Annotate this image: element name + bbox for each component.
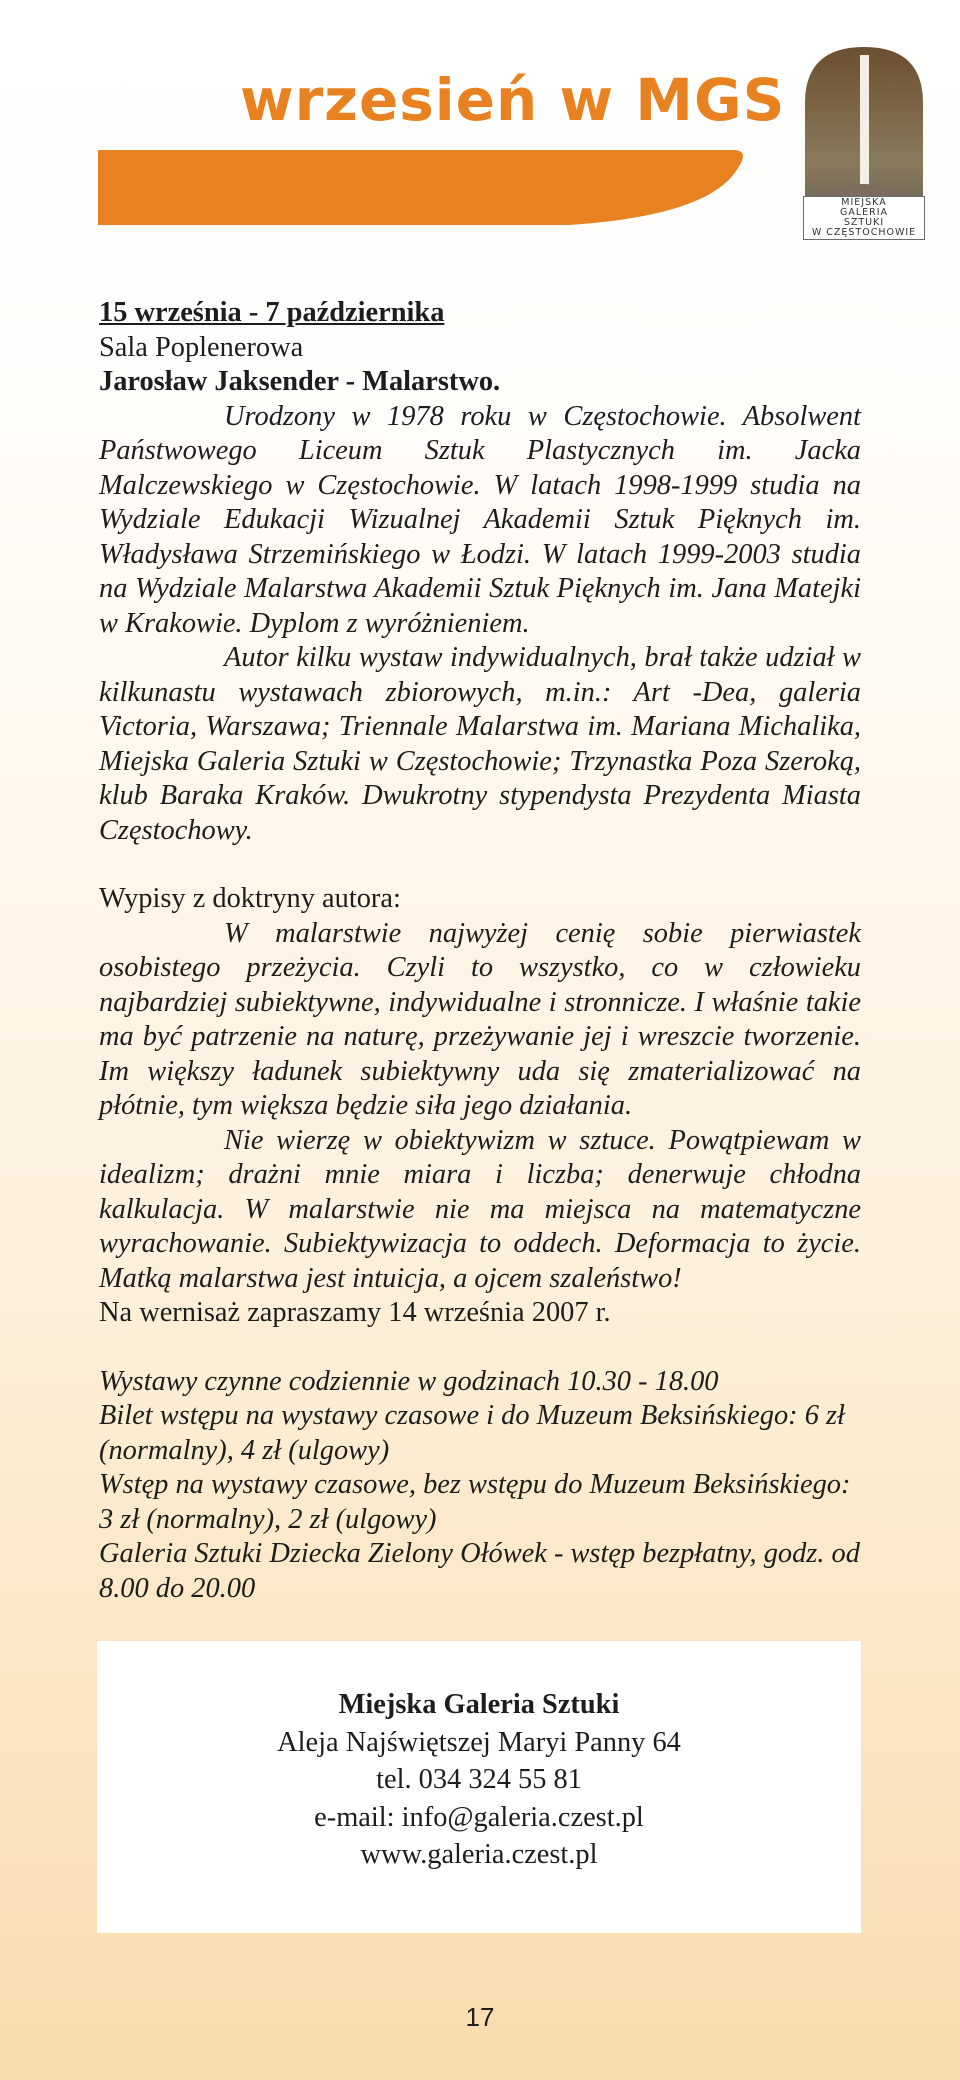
- header-swoosh-bar: [98, 150, 743, 225]
- logo-caption-line: MIEJSKA: [841, 197, 887, 208]
- doctrine-heading: Wypisy z doktryny autora:: [99, 883, 401, 914]
- contact-email[interactable]: e-mail: info@galeria.czest.pl: [314, 1801, 644, 1833]
- artist-bio-paragraph: Urodzony w 1978 roku w Częstochowie. Absolwent Państwowego Liceum Sztuk Plastycznych im. Jacka Malczewskiego w Częstochowie. W latach 1998-1999 studia na Wydziale Edukacji Wizualnej Akademii Sztuk Pięknych im. Władysława Strzemińskiego w Łodzi. W latach 1999-2003 studia na Wydziale Malarstwa Akademii Sztuk Pięknych im. Jana Matejki w Krakowie. Dyplom z wyróżnieniem.: [99, 400, 861, 639]
- page-number: 17: [465, 2002, 495, 2032]
- contact-phone: tel. 034 324 55 81: [376, 1764, 582, 1795]
- contact-name: Miejska Galeria Sztuki: [338, 1689, 620, 1720]
- doctrine-paragraph: W malarstwie najwyżej cenię sobie pierwiastek osobistego przeżycia. Czyli to wszystko, co w człowieku najbardziej subiektywne, indywidualne i stronnicze. I właśnie takie ma być patrzenie na naturę, przeżywanie jej i wreszcie tworzenie. Im większy ładunek subiektywny uda się zmaterializować na płótnie, tym większa będzie siła jego działania.: [99, 917, 861, 1121]
- exhibition-artist: Jarosław Jaksender - Malarstwo.: [99, 366, 501, 397]
- logo-caption-line: W CZĘSTOCHOWIE: [811, 227, 917, 238]
- opening-hours: Wystawy czynne codziennie w godzinach 10.30 - 18.00: [99, 1365, 719, 1397]
- opening-invitation: Na wernisaż zapraszamy 14 września 2007 r.: [99, 1297, 611, 1328]
- contact-box: [97, 1641, 861, 1933]
- logo-caption: [803, 196, 925, 240]
- logo-caption-line: SZTUKI: [843, 217, 885, 228]
- logo-caption-line: GALERIA: [839, 207, 889, 218]
- ticket-price-full: Bilet wstępu na wystawy czasowe i do Muzeum Beksińskiego: 6 zł (normalny), 4 zł (ulgowy): [99, 1400, 845, 1466]
- artist-exhibitions-paragraph: Autor kilku wystaw indywidualnych, brał także udział w kilkunastu wystawach zbiorowych, m.in.: Art -Dea, galeria Victoria, Warszawa; Triennale Malarstwa im. Mariana Michalika, Miejska Galeria Sztuki w Częstochowie; Trzynastka Poza Szeroką, klub Baraka Kraków. Dwukrotny stypendysta Prezydenta Miasta Częstochowy.: [99, 642, 861, 846]
- ticket-price-temporary: Wstęp na wystawy czasowe, bez wstępu do Muzeum Beksińskiego: 3 zł (normalny), 2 zł (ulgowy): [99, 1469, 851, 1535]
- contact-address: Aleja Najświętszej Maryi Panny 64: [277, 1726, 681, 1758]
- exhibition-date: 15 września - 7 października: [99, 297, 445, 328]
- page-title: wrzesień w MGS: [240, 66, 786, 134]
- contact-website[interactable]: www.galeria.czest.pl: [360, 1839, 598, 1870]
- doctrine-paragraph: Nie wierzę w obiektywizm w sztuce. Powątpiewam w idealizm; drażni mnie miara i liczba; denerwuje chłodna kalkulacja. W malarstwie nie ma miejsca na matematyczne wyrachowanie. Subiektywizacja to oddech. Deformacja to życie. Matką malarstwa jest intuicja, a ojcem szaleństwo!: [99, 1124, 861, 1294]
- kids-gallery-info: Galeria Sztuki Dziecka Zielony Ołówek - wstęp bezpłatny, godz. od 8.00 do 20.00: [99, 1538, 860, 1604]
- exhibition-venue: Sala Poplenerowa: [99, 331, 304, 363]
- article-body: [99, 296, 861, 1606]
